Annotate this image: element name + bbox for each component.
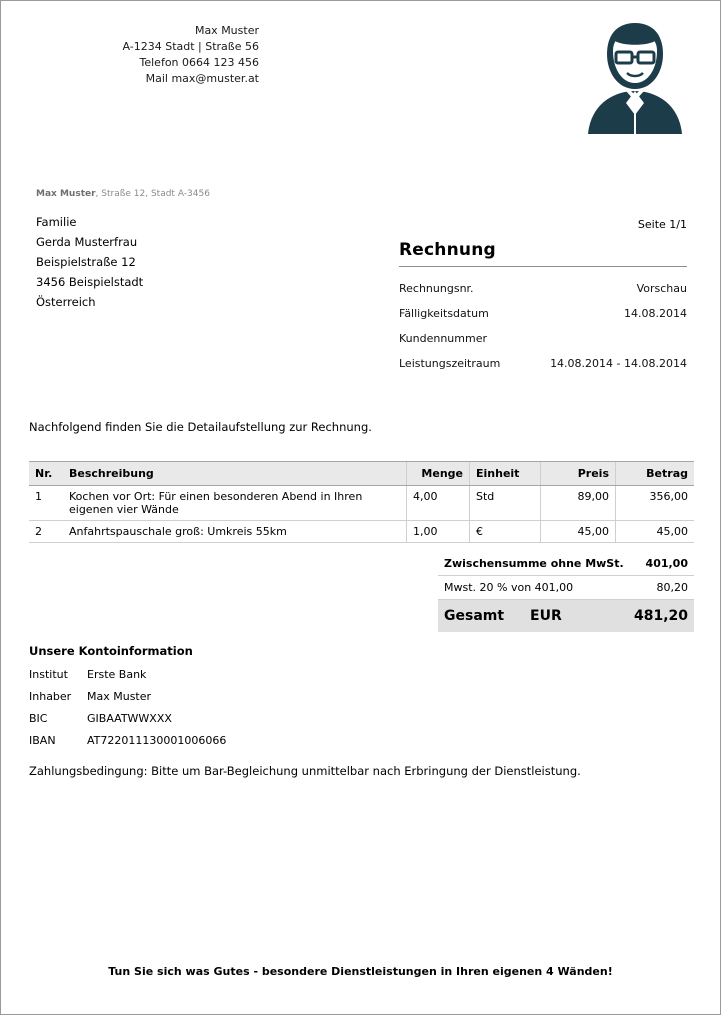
totals-block bbox=[438, 552, 694, 632]
page-number: Seite 1/1 bbox=[637, 218, 687, 231]
sender-line: A-1234 Stadt | Straße 56 bbox=[122, 40, 259, 53]
meta-row-due-date bbox=[399, 301, 687, 326]
column-header-price: Preis bbox=[541, 462, 616, 486]
table-row bbox=[29, 521, 694, 543]
bank-key: Inhaber bbox=[29, 690, 72, 703]
cell-amount: 356,00 bbox=[616, 486, 695, 521]
cell-unit: € bbox=[470, 521, 541, 543]
meta-row-customer-number bbox=[399, 326, 687, 351]
meta-row-service-period bbox=[399, 351, 687, 376]
recipient-line: Gerda Musterfrau bbox=[36, 235, 138, 249]
sender-line: Telefon 0664 123 456 bbox=[139, 56, 259, 69]
document-title: Rechnung bbox=[399, 240, 496, 260]
column-header-unit: Einheit bbox=[470, 462, 541, 486]
recipient-line: 3456 Beispielstadt bbox=[36, 275, 144, 289]
bank-key: BIC bbox=[29, 712, 48, 725]
column-header-description: Beschreibung bbox=[63, 462, 407, 486]
recipient-line: Familie bbox=[36, 215, 77, 229]
cell-quantity: 4,00 bbox=[407, 486, 470, 521]
bank-value: Erste Bank bbox=[87, 668, 147, 681]
bank-row-inhaber bbox=[29, 686, 226, 708]
title-divider bbox=[399, 266, 687, 267]
meta-row-invoice-number bbox=[399, 276, 687, 301]
bank-value: AT722011130001006066 bbox=[87, 734, 227, 747]
bank-row-institut bbox=[29, 664, 226, 686]
line-items-table bbox=[29, 461, 694, 543]
cell-description: Kochen vor Ort: Für einen besonderen Abend in Ihren eigenen vier Wände bbox=[63, 486, 407, 521]
column-header-amount: Betrag bbox=[616, 462, 695, 486]
cell-description: Anfahrtspauschale groß: Umkreis 55km bbox=[63, 521, 407, 543]
cell-nr: 2 bbox=[29, 521, 63, 543]
grand-total-label: Gesamt bbox=[444, 608, 505, 624]
meta-label: Leistungszeitraum bbox=[399, 357, 501, 370]
meta-value: Vorschau bbox=[636, 282, 687, 295]
bank-info-table bbox=[29, 664, 226, 752]
cell-unit: Std bbox=[470, 486, 541, 521]
bank-key: Institut bbox=[29, 668, 68, 681]
bank-row-iban bbox=[29, 730, 226, 752]
tax-label: Mwst. 20 % von 401,00 bbox=[444, 581, 574, 594]
recipient-address-block bbox=[36, 212, 143, 312]
bank-info-block bbox=[29, 644, 581, 778]
return-address-name: Max Muster bbox=[36, 189, 96, 199]
return-address-rest: , Straße 12, Stadt A-3456 bbox=[95, 189, 210, 199]
meta-label: Kundennummer bbox=[399, 332, 487, 345]
bank-info-title: Unsere Kontoinformation bbox=[29, 644, 193, 658]
grand-total-value: 481,20 bbox=[633, 608, 688, 624]
bank-value: Max Muster bbox=[87, 690, 152, 703]
bank-row-bic bbox=[29, 708, 226, 730]
cell-amount: 45,00 bbox=[616, 521, 695, 543]
table-row bbox=[29, 486, 694, 521]
table-header-row bbox=[29, 462, 694, 486]
meta-value: 14.08.2014 bbox=[624, 307, 687, 320]
bank-value: GIBAATWWXXX bbox=[87, 712, 172, 725]
return-address-line bbox=[36, 189, 210, 199]
totals-row-subtotal bbox=[438, 552, 694, 576]
totals-row-tax bbox=[438, 576, 694, 600]
sender-line: Max Muster bbox=[194, 24, 259, 37]
meta-label: Fälligkeitsdatum bbox=[399, 307, 489, 320]
tax-value: 80,20 bbox=[656, 581, 688, 594]
subtotal-label: Zwischensumme ohne MwSt. bbox=[444, 557, 624, 570]
intro-text: Nachfolgend finden Sie die Detailaufstellung zur Rechnung. bbox=[29, 420, 372, 434]
invoice-meta-block bbox=[399, 218, 687, 376]
meta-label: Rechnungsnr. bbox=[399, 282, 474, 295]
subtotal-value: 401,00 bbox=[645, 557, 688, 570]
cell-nr: 1 bbox=[29, 486, 63, 521]
column-header-nr: Nr. bbox=[29, 462, 63, 486]
recipient-line: Beispielstraße 12 bbox=[36, 255, 136, 269]
totals-row-grand bbox=[438, 600, 694, 632]
bank-key: IBAN bbox=[29, 734, 56, 747]
cell-quantity: 1,00 bbox=[407, 521, 470, 543]
cell-price: 89,00 bbox=[541, 486, 616, 521]
person-avatar-logo-icon bbox=[585, 21, 685, 136]
cell-price: 45,00 bbox=[541, 521, 616, 543]
sender-address-block bbox=[1, 23, 259, 87]
payment-terms: Zahlungsbedingung: Bitte um Bar-Begleichung unmittelbar nach Erbringung der Dienstleistung. bbox=[29, 764, 581, 778]
page-footer: Tun Sie sich was Gutes - besondere Dienstleistungen in Ihren eigenen 4 Wänden! bbox=[108, 965, 613, 978]
sender-line: Mail max@muster.at bbox=[145, 72, 259, 85]
meta-value: 14.08.2014 - 14.08.2014 bbox=[550, 357, 687, 370]
column-header-quantity: Menge bbox=[407, 462, 470, 486]
grand-total-currency: EUR bbox=[530, 608, 562, 624]
recipient-line: Österreich bbox=[36, 295, 96, 309]
